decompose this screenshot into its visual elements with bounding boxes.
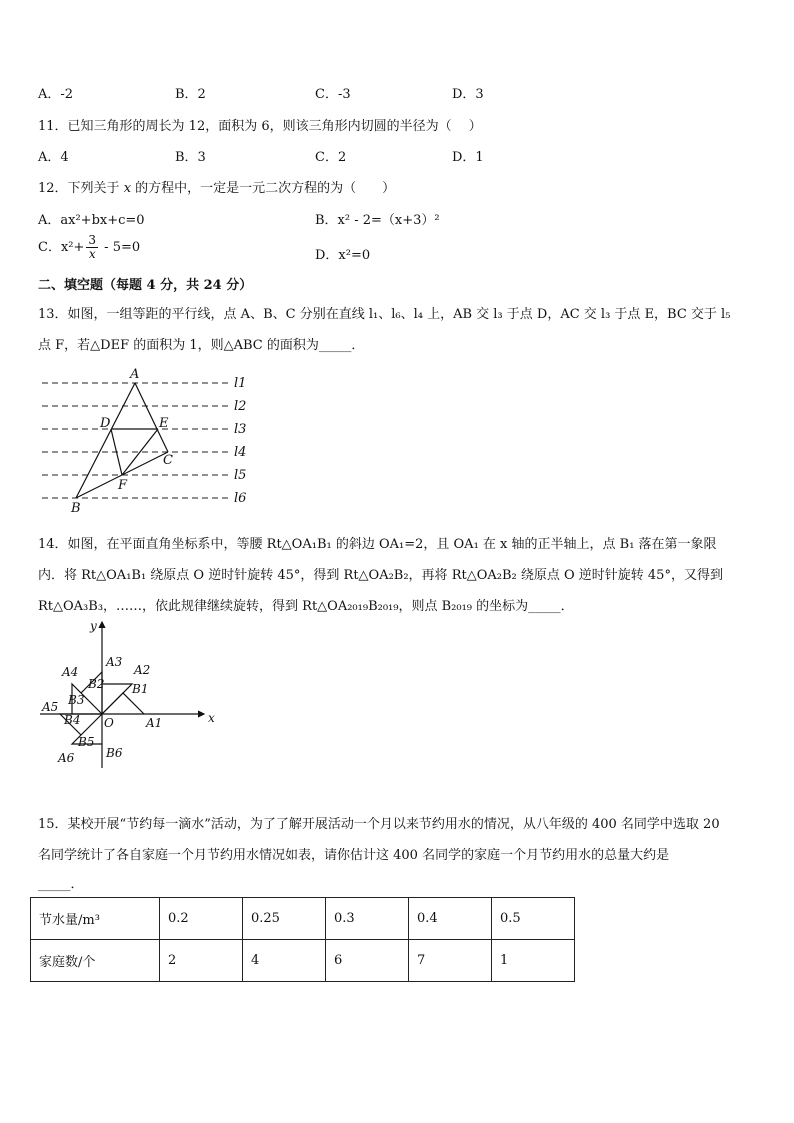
q15-stem-line2: 名同学统计了各自家庭一个月节约用水情况如表，请你估计这 400 名同学的家庭一个月节约用水的总量大约是: [38, 848, 670, 863]
label-b4: B4: [64, 713, 81, 727]
table-cell: 节水量/m³: [31, 898, 160, 940]
q12-option-c-post: - 5=0: [100, 240, 141, 255]
label-a1: A1: [146, 716, 163, 730]
label-a5: A5: [42, 700, 59, 714]
label-a6: A6: [58, 751, 75, 765]
label-b6: B6: [106, 746, 123, 760]
origin-label: O: [104, 716, 114, 730]
line-label-l1: l1: [234, 376, 247, 391]
q10-option-d: D．3: [452, 87, 484, 102]
q14-stem-line1: 14．如图，在平面直角坐标系中，等腰 Rt△OA₁B₁ 的斜边 OA₁=2，且 OA₁ 在 x 轴的正半轴上，点 B₁ 落在第一象限: [38, 537, 717, 552]
axis-label-y: y: [90, 619, 97, 633]
q12-option-d: D．x²=0: [315, 248, 371, 263]
label-a4: A4: [62, 665, 79, 679]
q11-option-b: B．3: [175, 150, 206, 165]
table-cell: 0.2: [160, 898, 243, 940]
table-row: [31, 940, 575, 982]
q13-stem-line2: 点 F，若△DEF 的面积为 1，则△ABC 的面积为_____．: [38, 338, 365, 353]
q13-figure: [38, 365, 268, 515]
point-label-d: D: [100, 416, 111, 431]
table-cell: 0.4: [409, 898, 492, 940]
point-label-e: E: [159, 416, 169, 431]
line-label-l6: l6: [234, 491, 247, 506]
q12-option-c: [38, 234, 140, 261]
q11-option-d: D．1: [452, 150, 484, 165]
table-cell: 0.25: [243, 898, 326, 940]
label-b2: B2: [88, 677, 105, 691]
point-label-a: A: [130, 367, 140, 382]
line-label-l4: l4: [234, 445, 247, 460]
q15-stem-line3: _____．: [38, 877, 84, 892]
table-cell: 7: [409, 940, 492, 982]
triangle-oa1b1: [102, 693, 144, 714]
line-label-l2: l2: [234, 399, 247, 414]
q12-option-a: A．ax²+bx+c=0: [38, 213, 145, 228]
q12-option-c-numerator: 3: [88, 233, 97, 247]
q10-option-b: B．2: [175, 87, 206, 102]
label-a3: A3: [106, 655, 123, 669]
q12-stem-pre: 12．下列关于: [38, 181, 124, 196]
q13-stem-line1: 13．如图，一组等距的平行线，点 A、B、C 分别在直线 l₁、l₆、l₄ 上，AB 交 l₃ 于点 D，AC 交 l₃ 于点 E，BC 交于 l₅: [38, 307, 731, 322]
line-label-l5: l5: [234, 468, 247, 483]
q12-stem-post: 的方程中，一定是一元二次方程的为（ ）: [131, 181, 396, 196]
q12-option-c-denominator: x: [88, 247, 96, 261]
q10-option-a: A．-2: [38, 87, 74, 102]
table-cell: 4: [243, 940, 326, 982]
q14-figure: [38, 618, 218, 768]
label-b5: B5: [78, 735, 95, 749]
table-cell: 家庭数/个: [31, 940, 160, 982]
point-label-c: C: [163, 453, 173, 468]
q15-water-table: [30, 897, 575, 982]
q11-option-c: C．2: [315, 150, 347, 165]
q12-stem-var: x: [123, 181, 132, 196]
table-cell: 0.5: [492, 898, 575, 940]
triangle-oa2b2: [102, 684, 132, 714]
table-cell: 2: [160, 940, 243, 982]
table-cell: 6: [326, 940, 409, 982]
line-label-l3: l3: [234, 422, 247, 437]
table-row: [31, 898, 575, 940]
q10-option-c: C．-3: [315, 87, 351, 102]
q12-option-c-fraction: [86, 234, 98, 261]
section-title-fill-in: 二、填空题（每题 4 分，共 24 分）: [38, 278, 253, 293]
q11-option-a: A．4: [38, 150, 69, 165]
q14-stem-line3: Rt△OA₃B₃，……，依此规律继续旋转，得到 Rt△OA₂₀₁₉B₂₀₁₉，则点 B₂₀₁₉ 的坐标为_____．: [38, 599, 574, 614]
q12-option-c-pre: C．x²+: [38, 240, 85, 255]
table-cell: 1: [492, 940, 575, 982]
q11-stem: 11．已知三角形的周长为 12，面积为 6，则该三角形内切圆的半径为（ ）: [38, 119, 482, 134]
q12-stem: [38, 177, 395, 196]
label-b3: B3: [68, 693, 85, 707]
label-a2: A2: [134, 663, 151, 677]
point-label-b: B: [71, 501, 81, 515]
table-cell: 0.3: [326, 898, 409, 940]
q14-stem-line2: 内．将 Rt△OA₁B₁ 绕原点 O 逆时针旋转 45°，得到 Rt△OA₂B₂，再将 Rt△OA₂B₂ 绕原点 O 逆时针旋转 45°，又得到: [38, 568, 723, 583]
label-b1: B1: [132, 682, 149, 696]
q15-stem-line1: 15．某校开展“节约每一滴水”活动，为了了解开展活动一个月以来节约用水的情况，从八年级的 400 名同学中选取 20: [38, 817, 720, 832]
point-label-f: F: [118, 478, 128, 493]
axis-label-x: x: [208, 711, 215, 725]
q12-option-b: B．x² - 2=（x+3）²: [315, 213, 440, 228]
